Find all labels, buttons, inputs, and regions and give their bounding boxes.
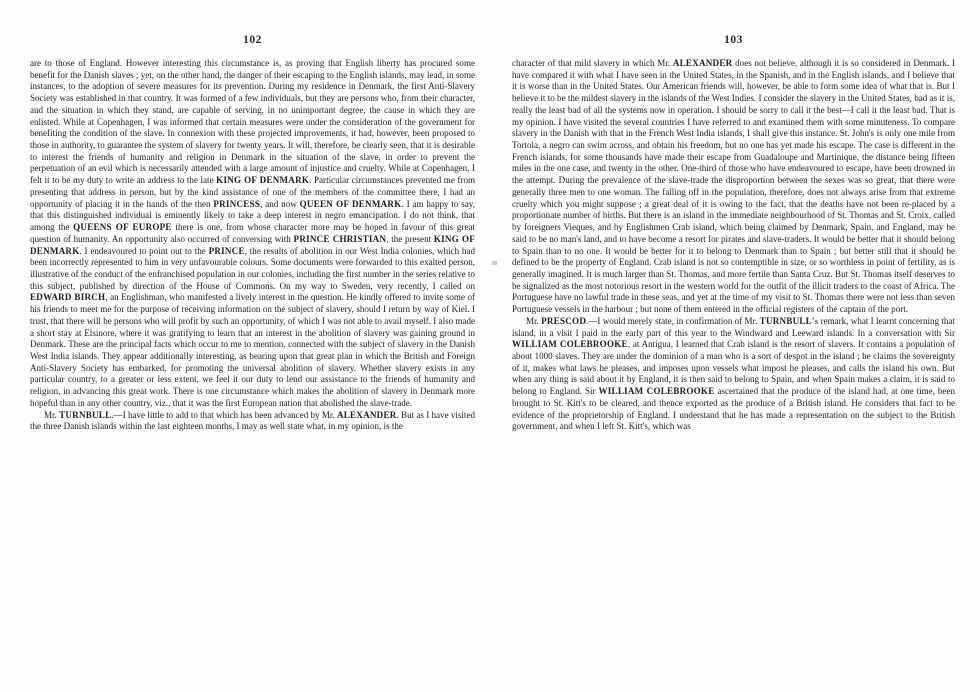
paragraph: character of that mild slavery in which Mr. ALEXANDER does not believe, although it is so considered in Denmark. I have compared it with what I have seen in the United States, in the Spanish, and in the English islands, and I believe that it is worse than in the United States. Our American friends will, however, be able to form some idea of what that is. But I believe it to be the mildest slavery in the islands of the West Indies. I consider the slavery in the United States, bad as it is, really the least bad of all the systems now in operation. I should be sorry to call it the best—I call it the least bad. That is my opinion. I have visited the several countries I have referred to and examined them with some minuteness. To compare slavery in the Danish with that in the French West India islands, I shall give this instance. St. John's is only one mile from Tortola, a negro can swim across, and obtain his freedom, but no one has yet made his escape. The case is different in the French islands, for some thousands have made their escape from Guadaloupe and Martinique, the distance being fifteen miles in the one case, and twenty in the other. One-third of those who have endeavoured to escape, have been drowned in the attempt. During the prevalence of the slave-trade the disproportion between the sexes was so great, that there were generally three men to one woman. The falling off in the population, therefore, does not always arise from that extreme cruelty which you might suppose ; a great deal of it is owing to the fact, that the deaths have not been re-placed by a proportionate number of births. But there is an island in the immediate neighbourhood of St. Thomas and St. Croix, called by foreigners Vieques, and by Englishmen Crab island, which being claimed by Denmark, Spain, and England, may be said to be no man's land, and to have become a resort for pirates and slave-traders. It would be better that it should belong to Spain than to no one. It would be better for it to belong to Denmark than to Spain ; but better still that it should be defined to be the property of England. Crab island is not so contemptible in size, or so worthless in point of fertility, as is generally imagined. It is much larger than St. Thomas, and more fertile than Santa Cruz. But St. Thomas itself deserves to be signalized as the most notorious resort in the western world for the outfit of the illicit traders to the coast of Africa. The Portuguese have no lawful trade in these seas, and yet at the time of my visit to St. Thomas there were not less than seven Portuguese vessels in the harbour ; but none of them entered in the official registers of the captain of the port. <box>512 58 955 315</box>
right-page <box>490 0 980 692</box>
page-number-right: 103 <box>724 34 743 46</box>
page-gutter <box>489 0 491 692</box>
right-page-textblock <box>512 58 955 433</box>
scan-speck <box>492 261 497 265</box>
paragraph: Mr. TURNBULL.—I have little to add to that which has been advanced by Mr. ALEXANDER. But as I have visited the three Danish islands within the last eighteen months, I may as well state what, in my opinion, is the <box>30 409 475 432</box>
left-page-textblock <box>30 58 475 433</box>
paragraph: are to those of England. However interesting this circumstance is, as proving that English liberty has procured some benefit for the Danish slaves ; yet, on the other hand, the danger of their escaping to the English islands, may lead, in some instances, to the adoption of severe measures for its prevention. During my residence in Denmark, the first Anti-Slavery Society was established in that country. It was formed of a few individuals, but they are persons who, from their character, and the situation in which they stand, are capable of serving, in no unimportant degree, the cause in which they are enlisted. While at Copenhagen, I was informed that certain measures were under the consideration of the government for benefiting the condition of the slave. In connexion with these projected improvements, it had, however, been proposed to those in authority, to guarantee the system of slavery for twenty years. It will, therefore, be clearly seen, that it is desirable to interest the friends of humanity and religion in Denmark in the situation of the slave, in order to prevent the perpetuation of an evil which is necessarily attended with a large amount of injustice and cruelty. While at Copenhagen, I felt it to be my duty to write an address to the late KING OF DENMARK. Particular circumstances prevented me from presenting that address in person, but by the kind assistance of one of the members of the committee there, I had an opportunity of placing it in the hands of the then PRINCESS, and now QUEEN OF DENMARK. I am happy to say, that this distinguished individual is eminently likely to take a deep interest in negro emancipation. I do not think, that among the QUEENS OF EUROPE there is one, from whose character more may be hoped in favour of this great question of humanity. An opportunity also occurred of conversing with PRINCE CHRISTIAN, the present KING OF DENMARK. I endeavoured to point out to the PRINCE, the results of abolition in our West India colonies, which had been incorrectly represented to him in very unfavourable colours. Some documents were forwarded to this exalted person, illustrative of the conduct of the enfranchised population in our colonies, including the first number in the series relative to this subject, published by direction of the House of Commons. On my way to Sweden, very recently, I called on EDWARD BIRCH, an Englishman, who manifested a lively interest in the question. He kindly offered to invite some of his friends to meet me for the purpose of receiving information on the subject of slavery, should I return by way of Kiel. I trust, that there will be persons who will profit by such an opportunity, of which I was not able to avail myself. I also made a short stay at Elsinore, where it was gratifying to learn that an interest in the abolition of slavery was gaining ground in Denmark. These are the principal facts which occur to me to mention, connected with the subject of slavery in the Danish West India islands. They appear additionally interesting, as bearing upon that great plan in which the British and Foreign Anti-Slavery Society has embarked, for promoting the universal abolition of slavery. Whether slavery exists in any particular country, to a greater or less extent, we feel it our duty to lend our assistance to the friends of humanity and religion, in advancing this great work. There is one circumstance which makes the abolition of slavery in Denmark more hopeful than in any other country, viz., that it was the first European nation that abolished the slave-trade. <box>30 58 476 408</box>
page-number-left: 102 <box>243 34 262 46</box>
paragraph: Mr. PRESCOD.—I would merely state, in confirmation of Mr. TURNBULL's remark, what I learnt concerning that island, in a visit I paid in the early part of this year to the Windward and Leeward islands. In a conversation with Sir WILLIAM COLEBROOKE, at Antigua, I learned that Crab island is the resort of slavers. It contains a population of about 1000 slaves. They are under the dominion of a man who is a sort of despot in the island ; he claims the sovereignty of it, makes what laws he pleases, and imposes upon vessels what impost he pleases, and calls the island his own. But when any thing is said about it by England, it is then said to belong to Spain, and when Spain makes a claim, it is said to belong to England. Sir WILLIAM COLEBROOKE ascertained that the produce of the island had, at one time, been brought to St. Kitt's to be cleared, and thence exported as the produce of a British island. He considers that fact to be evidence of the proprietorship of England. I understand that he has made a representation on the subject to the British government, and when I left St. Kitt's, which was <box>512 315 956 432</box>
